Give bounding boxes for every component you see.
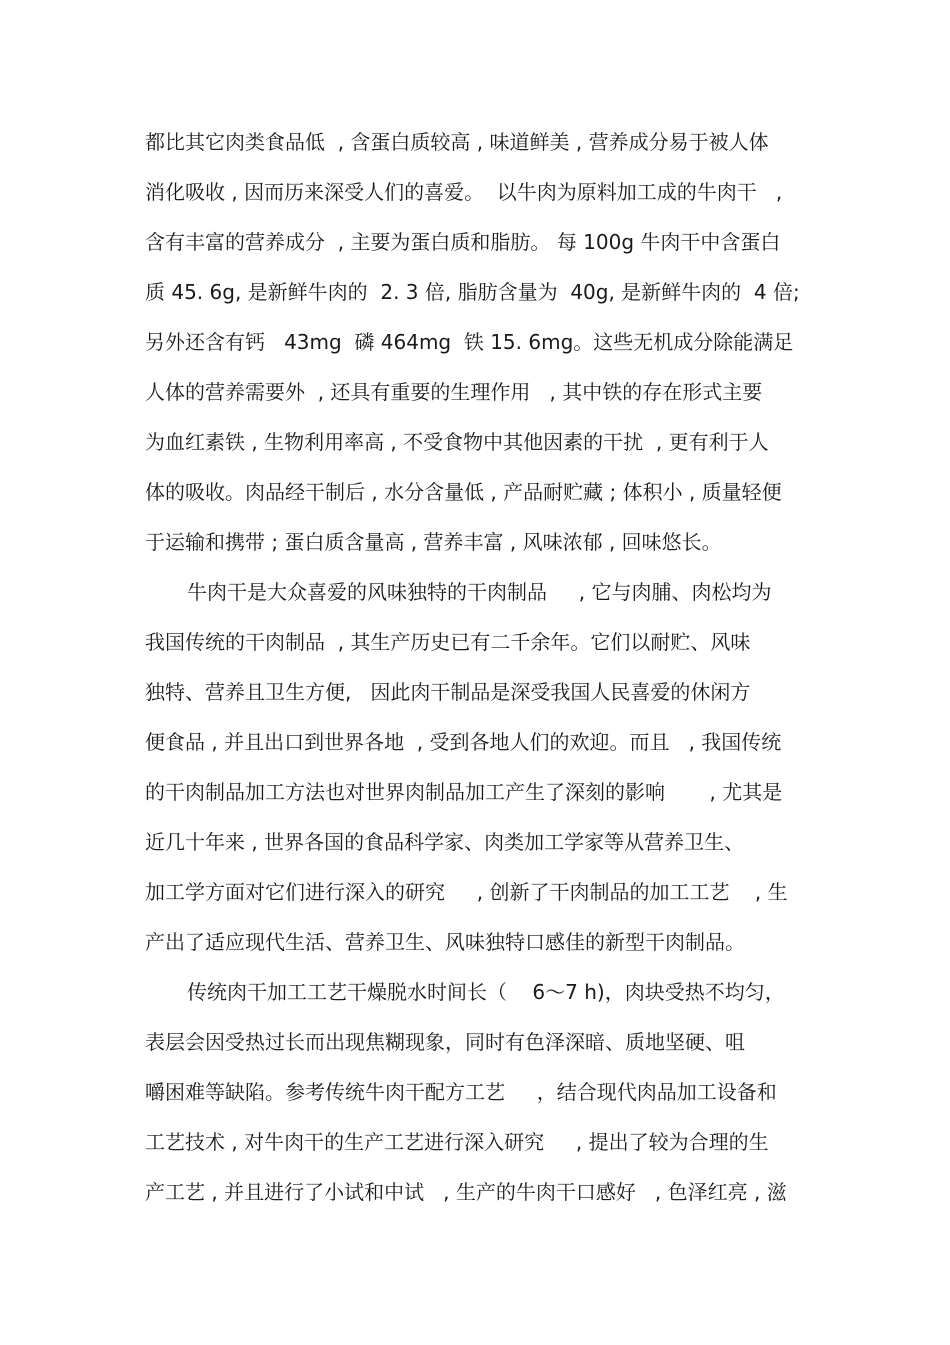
text-line: 我国传统的干肉制品 , 其生产历史已有二千余年。它们以耐贮、风味 <box>145 630 751 654</box>
text-line: 都比其它肉类食品低 , 含蛋白质较高 , 味道鲜美 , 营养成分易于被人体 <box>145 130 769 154</box>
text-line: 体的吸收。肉品经干制后 , 水分含量低 , 产品耐贮藏 ; 体积小 , 质量轻便 <box>145 480 782 504</box>
text-line: 消化吸收 , 因而历来深受人们的喜爱。 以牛肉为原料加工成的牛肉干 , <box>145 180 783 204</box>
text-line: 质 45. 6g, 是新鲜牛肉的 2. 3 倍, 脂肪含量为 40g, 是新鲜牛肉的 4 倍; <box>145 280 800 304</box>
paragraph-start-line: 传统肉干加工工艺干燥脱水时间长（ 6～7 h)，肉块受热不均匀， <box>187 980 785 1004</box>
text-line: 产工艺 , 并且进行了小试和中试 , 生产的牛肉干口感好 , 色泽红亮 , 滋 <box>145 1180 787 1204</box>
text-line: 工艺技术 , 对牛肉干的生产工艺进行深入研究 , 提出了较为合理的生 <box>145 1130 769 1154</box>
text-line: 独特、营养且卫生方便, 因此肉干制品是深受我国人民喜爱的休闲方 <box>145 680 751 704</box>
text-line: 表层会因受热过长而出现焦糊现象，同时有色泽深暗、质地坚硬、咀 <box>145 1030 745 1054</box>
text-line: 嚼困难等缺陷。参考传统牛肉干配方工艺 ，结合现代肉品加工设备和 <box>145 1080 777 1104</box>
text-line: 加工学方面对它们进行深入的研究 , 创新了干肉制品的加工工艺 , 生 <box>145 880 788 904</box>
text-line: 便食品 , 并且出口到世界各地 , 受到各地人们的欢迎。而且 , 我国传统 <box>145 730 782 754</box>
text-line: 的干肉制品加工方法也对世界肉制品加工产生了深刻的影响 , 尤其是 <box>145 780 783 804</box>
text-line: 产出了适应现代生活、营养卫生、风味独特口感佳的新型干肉制品。 <box>145 930 745 954</box>
text-line: 另外还含有钙 43mg 磷 464mg 铁 15. 6mg。这些无机成分除能满足 <box>145 330 794 354</box>
paragraph-start-line: 牛肉干是大众喜爱的风味独特的干肉制品 , 它与肉脯、肉松均为 <box>187 580 772 604</box>
text-line: 为血红素铁 , 生物利用率高 , 不受食物中其他因素的干扰 , 更有利于人 <box>145 430 769 454</box>
text-line: 含有丰富的营养成分 , 主要为蛋白质和脂肪。 每 100g 牛肉干中含蛋白 <box>145 230 781 254</box>
text-line: 近几十年来 , 世界各国的食品科学家、肉类加工学家等从营养卫生、 <box>145 830 745 854</box>
text-line: 于运输和携带 ; 蛋白质含量高 , 营养丰富 , 风味浓郁 , 回味悠长。 <box>145 530 722 554</box>
text-line: 人体的营养需要外 , 还具有重要的生理作用 , 其中铁的存在形式主要 <box>145 380 763 404</box>
